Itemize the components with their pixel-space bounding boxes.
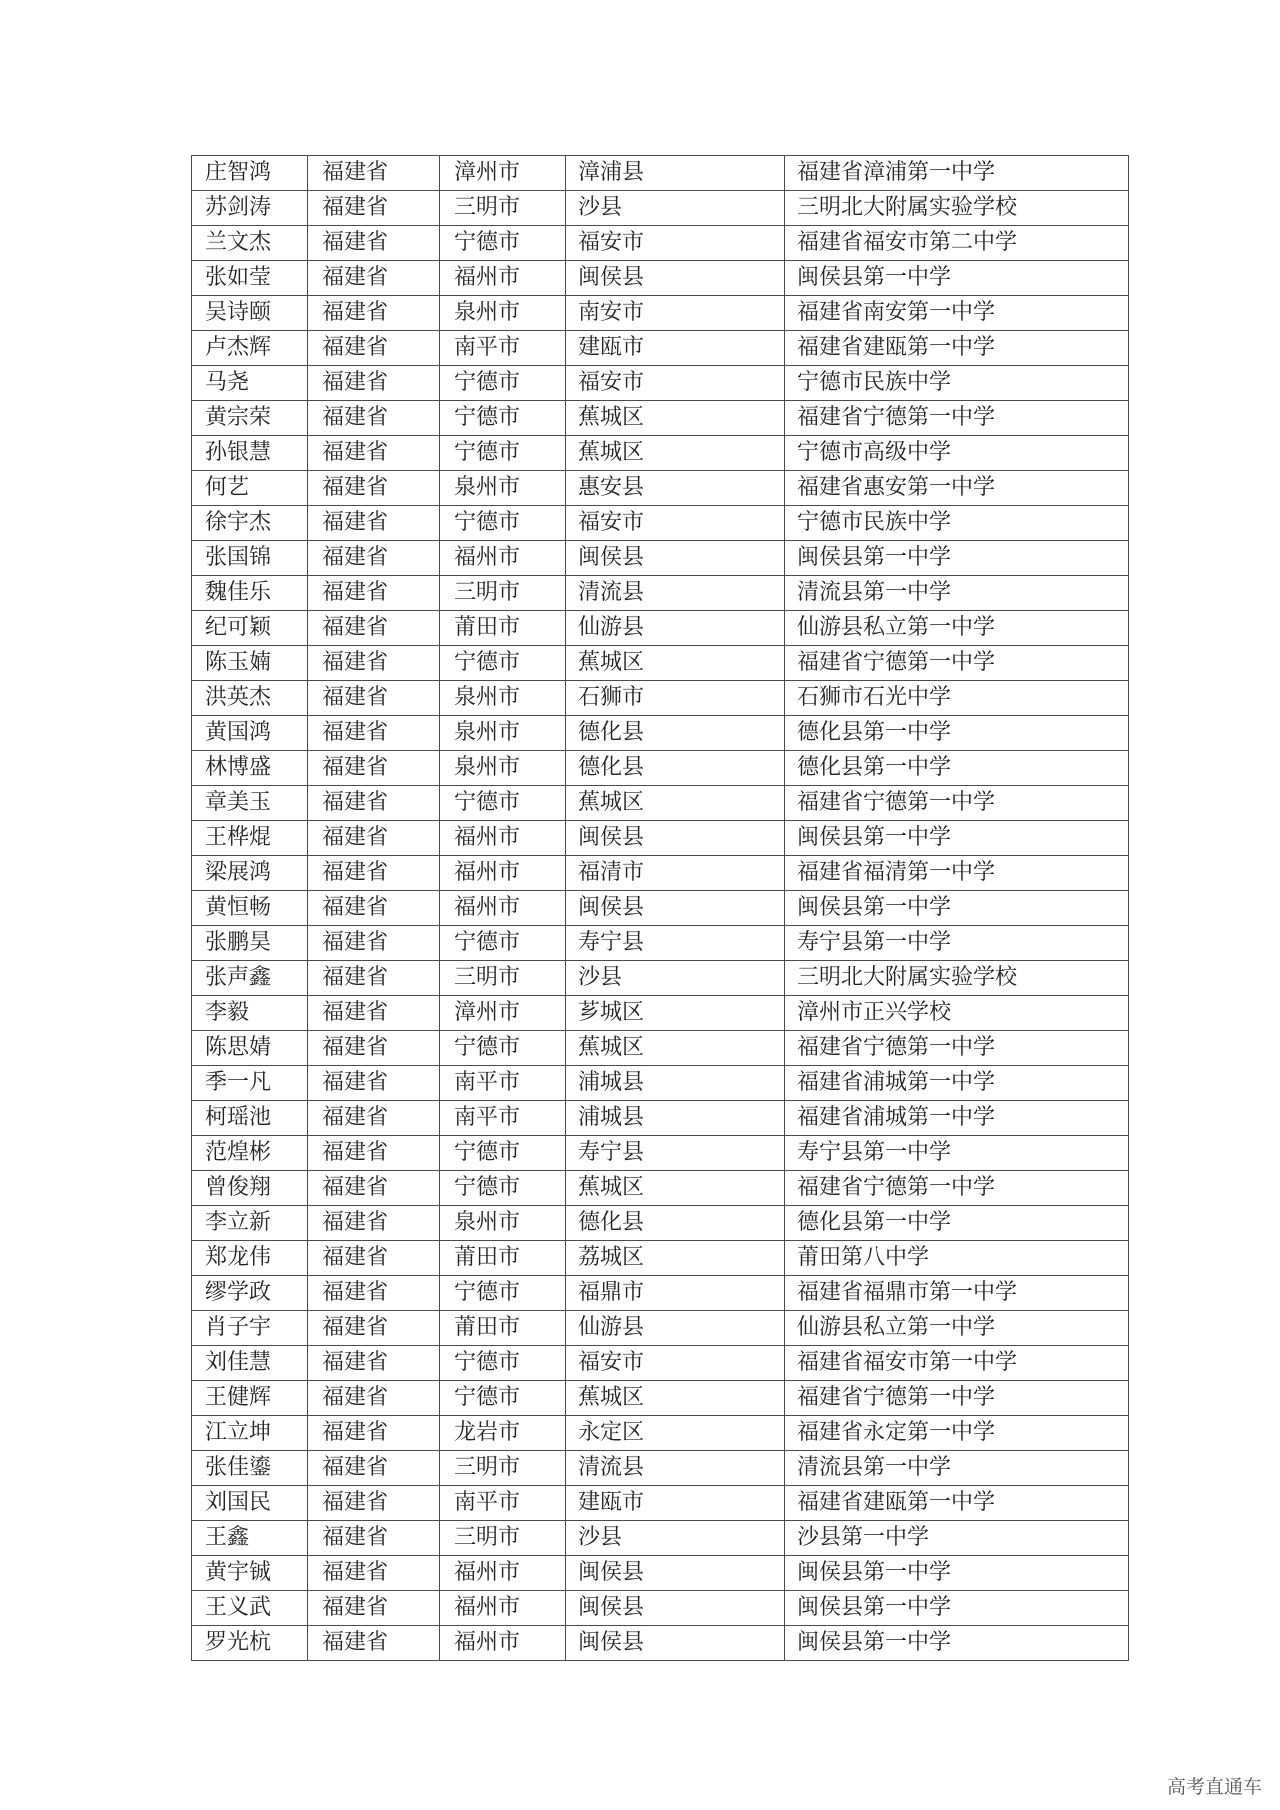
city-cell: 宁德市 [440, 1346, 566, 1381]
student-roster-table [191, 155, 1129, 1661]
city-cell: 泉州市 [440, 751, 566, 786]
city-cell: 漳州市 [440, 996, 566, 1031]
table-row [192, 261, 1129, 296]
student-name-cell: 魏佳乐 [192, 576, 308, 611]
table-row [192, 786, 1129, 821]
city-cell: 南平市 [440, 1101, 566, 1136]
table-row [192, 296, 1129, 331]
table-row [192, 1521, 1129, 1556]
table-row [192, 541, 1129, 576]
student-name-cell: 曾俊翔 [192, 1171, 308, 1206]
table-row [192, 646, 1129, 681]
school-cell: 福建省惠安第一中学 [785, 471, 1129, 506]
province-cell: 福建省 [308, 856, 440, 891]
county-cell: 蕉城区 [566, 786, 785, 821]
province-cell: 福建省 [308, 1276, 440, 1311]
school-cell: 福建省宁德第一中学 [785, 646, 1129, 681]
table-row [192, 1136, 1129, 1171]
student-name-cell: 江立坤 [192, 1416, 308, 1451]
school-cell: 清流县第一中学 [785, 576, 1129, 611]
school-cell: 清流县第一中学 [785, 1451, 1129, 1486]
school-cell: 福建省福安市第二中学 [785, 226, 1129, 261]
table-row [192, 751, 1129, 786]
student-name-cell: 缪学政 [192, 1276, 308, 1311]
student-name-cell: 章美玉 [192, 786, 308, 821]
student-name-cell: 范煌彬 [192, 1136, 308, 1171]
table-row [192, 471, 1129, 506]
city-cell: 福州市 [440, 261, 566, 296]
city-cell: 莆田市 [440, 611, 566, 646]
table-row [192, 1346, 1129, 1381]
province-cell: 福建省 [308, 296, 440, 331]
student-name-cell: 林博盛 [192, 751, 308, 786]
city-cell: 宁德市 [440, 926, 566, 961]
student-name-cell: 郑龙伟 [192, 1241, 308, 1276]
school-cell: 福建省福安市第一中学 [785, 1346, 1129, 1381]
school-cell: 福建省宁德第一中学 [785, 1031, 1129, 1066]
province-cell: 福建省 [308, 1346, 440, 1381]
student-name-cell: 陈玉婻 [192, 646, 308, 681]
county-cell: 福鼎市 [566, 1276, 785, 1311]
student-name-cell: 张如莹 [192, 261, 308, 296]
province-cell: 福建省 [308, 331, 440, 366]
school-cell: 福建省浦城第一中学 [785, 1066, 1129, 1101]
county-cell: 南安市 [566, 296, 785, 331]
county-cell: 沙县 [566, 191, 785, 226]
table-row [192, 401, 1129, 436]
province-cell: 福建省 [308, 1451, 440, 1486]
school-cell: 三明北大附属实验学校 [785, 191, 1129, 226]
student-name-cell: 肖子宇 [192, 1311, 308, 1346]
student-name-cell: 季一凡 [192, 1066, 308, 1101]
county-cell: 闽侯县 [566, 1591, 785, 1626]
table-row [192, 1031, 1129, 1066]
school-cell: 福建省宁德第一中学 [785, 401, 1129, 436]
county-cell: 清流县 [566, 576, 785, 611]
student-name-cell: 卢杰辉 [192, 331, 308, 366]
county-cell: 德化县 [566, 1206, 785, 1241]
county-cell: 荔城区 [566, 1241, 785, 1276]
school-cell: 仙游县私立第一中学 [785, 611, 1129, 646]
county-cell: 蕉城区 [566, 401, 785, 436]
table-row [192, 1276, 1129, 1311]
student-name-cell: 刘国民 [192, 1486, 308, 1521]
county-cell: 闽侯县 [566, 1626, 785, 1661]
school-cell: 福建省建瓯第一中学 [785, 331, 1129, 366]
county-cell: 清流县 [566, 1451, 785, 1486]
city-cell: 泉州市 [440, 716, 566, 751]
city-cell: 宁德市 [440, 226, 566, 261]
city-cell: 宁德市 [440, 436, 566, 471]
school-cell: 福建省建瓯第一中学 [785, 1486, 1129, 1521]
table-row [192, 1206, 1129, 1241]
province-cell: 福建省 [308, 471, 440, 506]
student-name-cell: 庄智鸿 [192, 156, 308, 191]
student-name-cell: 陈思婧 [192, 1031, 308, 1066]
table-row [192, 506, 1129, 541]
school-cell: 漳州市正兴学校 [785, 996, 1129, 1031]
student-name-cell: 李毅 [192, 996, 308, 1031]
school-cell: 德化县第一中学 [785, 751, 1129, 786]
student-name-cell: 黄宇铖 [192, 1556, 308, 1591]
student-name-cell: 马尧 [192, 366, 308, 401]
county-cell: 寿宁县 [566, 1136, 785, 1171]
city-cell: 泉州市 [440, 471, 566, 506]
province-cell: 福建省 [308, 506, 440, 541]
province-cell: 福建省 [308, 226, 440, 261]
county-cell: 惠安县 [566, 471, 785, 506]
student-name-cell: 罗光杭 [192, 1626, 308, 1661]
city-cell: 南平市 [440, 331, 566, 366]
province-cell: 福建省 [308, 1521, 440, 1556]
county-cell: 蕉城区 [566, 436, 785, 471]
province-cell: 福建省 [308, 1066, 440, 1101]
table-row [192, 156, 1129, 191]
city-cell: 宁德市 [440, 1381, 566, 1416]
city-cell: 福州市 [440, 1626, 566, 1661]
county-cell: 仙游县 [566, 1311, 785, 1346]
county-cell: 芗城区 [566, 996, 785, 1031]
county-cell: 福安市 [566, 366, 785, 401]
school-cell: 福建省福清第一中学 [785, 856, 1129, 891]
province-cell: 福建省 [308, 821, 440, 856]
city-cell: 福州市 [440, 541, 566, 576]
student-name-cell: 徐宇杰 [192, 506, 308, 541]
city-cell: 福州市 [440, 891, 566, 926]
table-row [192, 1591, 1129, 1626]
province-cell: 福建省 [308, 716, 440, 751]
school-cell: 沙县第一中学 [785, 1521, 1129, 1556]
county-cell: 德化县 [566, 716, 785, 751]
student-name-cell: 张国锦 [192, 541, 308, 576]
table-row [192, 1416, 1129, 1451]
city-cell: 福州市 [440, 1556, 566, 1591]
school-cell: 德化县第一中学 [785, 1206, 1129, 1241]
table-row [192, 681, 1129, 716]
school-cell: 宁德市民族中学 [785, 506, 1129, 541]
city-cell: 宁德市 [440, 506, 566, 541]
county-cell: 寿宁县 [566, 926, 785, 961]
province-cell: 福建省 [308, 156, 440, 191]
student-name-cell: 黄恒畅 [192, 891, 308, 926]
province-cell: 福建省 [308, 401, 440, 436]
table-row [192, 1451, 1129, 1486]
watermark-text: 高考直通车 [1166, 1776, 1262, 1798]
county-cell: 沙县 [566, 1521, 785, 1556]
county-cell: 沙县 [566, 961, 785, 996]
student-name-cell: 纪可颖 [192, 611, 308, 646]
province-cell: 福建省 [308, 191, 440, 226]
school-cell: 宁德市民族中学 [785, 366, 1129, 401]
city-cell: 宁德市 [440, 646, 566, 681]
county-cell: 浦城县 [566, 1066, 785, 1101]
student-name-cell: 王桦焜 [192, 821, 308, 856]
province-cell: 福建省 [308, 1381, 440, 1416]
student-name-cell: 张佳鎏 [192, 1451, 308, 1486]
table-row [192, 891, 1129, 926]
county-cell: 福安市 [566, 1346, 785, 1381]
city-cell: 宁德市 [440, 366, 566, 401]
school-cell: 宁德市高级中学 [785, 436, 1129, 471]
student-name-cell: 王鑫 [192, 1521, 308, 1556]
student-name-cell: 王健辉 [192, 1381, 308, 1416]
city-cell: 宁德市 [440, 1031, 566, 1066]
county-cell: 闽侯县 [566, 1556, 785, 1591]
table-row [192, 1381, 1129, 1416]
school-cell: 福建省漳浦第一中学 [785, 156, 1129, 191]
school-cell: 福建省浦城第一中学 [785, 1101, 1129, 1136]
county-cell: 永定区 [566, 1416, 785, 1451]
table-row [192, 1311, 1129, 1346]
table-row [192, 611, 1129, 646]
province-cell: 福建省 [308, 1031, 440, 1066]
school-cell: 福建省福鼎市第一中学 [785, 1276, 1129, 1311]
province-cell: 福建省 [308, 576, 440, 611]
county-cell: 建瓯市 [566, 331, 785, 366]
table-row [192, 366, 1129, 401]
city-cell: 宁德市 [440, 1171, 566, 1206]
province-cell: 福建省 [308, 1591, 440, 1626]
city-cell: 三明市 [440, 576, 566, 611]
school-cell: 福建省宁德第一中学 [785, 1381, 1129, 1416]
city-cell: 龙岩市 [440, 1416, 566, 1451]
student-name-cell: 苏剑涛 [192, 191, 308, 226]
table-row [192, 331, 1129, 366]
province-cell: 福建省 [308, 681, 440, 716]
school-cell: 德化县第一中学 [785, 716, 1129, 751]
province-cell: 福建省 [308, 436, 440, 471]
province-cell: 福建省 [308, 1136, 440, 1171]
student-name-cell: 梁展鸿 [192, 856, 308, 891]
province-cell: 福建省 [308, 1626, 440, 1661]
county-cell: 浦城县 [566, 1101, 785, 1136]
school-cell: 闽侯县第一中学 [785, 1556, 1129, 1591]
county-cell: 蕉城区 [566, 1031, 785, 1066]
province-cell: 福建省 [308, 366, 440, 401]
county-cell: 闽侯县 [566, 891, 785, 926]
county-cell: 福清市 [566, 856, 785, 891]
student-name-cell: 何艺 [192, 471, 308, 506]
school-cell: 福建省宁德第一中学 [785, 786, 1129, 821]
student-name-cell: 黄宗荣 [192, 401, 308, 436]
student-name-cell: 兰文杰 [192, 226, 308, 261]
province-cell: 福建省 [308, 786, 440, 821]
school-cell: 福建省宁德第一中学 [785, 1171, 1129, 1206]
table-row [192, 1066, 1129, 1101]
province-cell: 福建省 [308, 1556, 440, 1591]
city-cell: 南平市 [440, 1486, 566, 1521]
city-cell: 三明市 [440, 1521, 566, 1556]
city-cell: 宁德市 [440, 786, 566, 821]
city-cell: 泉州市 [440, 296, 566, 331]
county-cell: 蕉城区 [566, 1381, 785, 1416]
province-cell: 福建省 [308, 541, 440, 576]
city-cell: 南平市 [440, 1066, 566, 1101]
table-row [192, 961, 1129, 996]
county-cell: 石狮市 [566, 681, 785, 716]
table-row [192, 1556, 1129, 1591]
city-cell: 泉州市 [440, 681, 566, 716]
table-row [192, 436, 1129, 471]
table-row [192, 856, 1129, 891]
school-cell: 寿宁县第一中学 [785, 926, 1129, 961]
county-cell: 闽侯县 [566, 541, 785, 576]
county-cell: 德化县 [566, 751, 785, 786]
student-name-cell: 王义武 [192, 1591, 308, 1626]
student-name-cell: 黄国鸿 [192, 716, 308, 751]
county-cell: 蕉城区 [566, 646, 785, 681]
province-cell: 福建省 [308, 751, 440, 786]
city-cell: 莆田市 [440, 1311, 566, 1346]
school-cell: 闽侯县第一中学 [785, 891, 1129, 926]
province-cell: 福建省 [308, 891, 440, 926]
school-cell: 福建省南安第一中学 [785, 296, 1129, 331]
school-cell: 闽侯县第一中学 [785, 541, 1129, 576]
province-cell: 福建省 [308, 1171, 440, 1206]
student-name-cell: 张声鑫 [192, 961, 308, 996]
school-cell: 莆田第八中学 [785, 1241, 1129, 1276]
province-cell: 福建省 [308, 1101, 440, 1136]
county-cell: 蕉城区 [566, 1171, 785, 1206]
province-cell: 福建省 [308, 961, 440, 996]
table-row [192, 996, 1129, 1031]
table-row [192, 1486, 1129, 1521]
student-name-cell: 张鹏昊 [192, 926, 308, 961]
province-cell: 福建省 [308, 1206, 440, 1241]
city-cell: 福州市 [440, 856, 566, 891]
city-cell: 宁德市 [440, 401, 566, 436]
province-cell: 福建省 [308, 261, 440, 296]
school-cell: 闽侯县第一中学 [785, 261, 1129, 296]
city-cell: 三明市 [440, 191, 566, 226]
city-cell: 漳州市 [440, 156, 566, 191]
table-row [192, 226, 1129, 261]
city-cell: 三明市 [440, 1451, 566, 1486]
county-cell: 闽侯县 [566, 821, 785, 856]
student-name-cell: 刘佳慧 [192, 1346, 308, 1381]
county-cell: 漳浦县 [566, 156, 785, 191]
school-cell: 三明北大附属实验学校 [785, 961, 1129, 996]
city-cell: 莆田市 [440, 1241, 566, 1276]
table-row [192, 1626, 1129, 1661]
county-cell: 建瓯市 [566, 1486, 785, 1521]
city-cell: 福州市 [440, 1591, 566, 1626]
table-row [192, 821, 1129, 856]
province-cell: 福建省 [308, 926, 440, 961]
student-name-cell: 柯瑶池 [192, 1101, 308, 1136]
county-cell: 福安市 [566, 506, 785, 541]
student-name-cell: 洪英杰 [192, 681, 308, 716]
student-name-cell: 李立新 [192, 1206, 308, 1241]
province-cell: 福建省 [308, 646, 440, 681]
province-cell: 福建省 [308, 1416, 440, 1451]
province-cell: 福建省 [308, 996, 440, 1031]
table-row [192, 1241, 1129, 1276]
county-cell: 仙游县 [566, 611, 785, 646]
city-cell: 泉州市 [440, 1206, 566, 1241]
table-row [192, 1101, 1129, 1136]
table-row [192, 926, 1129, 961]
province-cell: 福建省 [308, 611, 440, 646]
school-cell: 闽侯县第一中学 [785, 1626, 1129, 1661]
table-row [192, 576, 1129, 611]
student-name-cell: 孙银慧 [192, 436, 308, 471]
table-row [192, 1171, 1129, 1206]
city-cell: 福州市 [440, 821, 566, 856]
city-cell: 宁德市 [440, 1136, 566, 1171]
student-name-cell: 吴诗颐 [192, 296, 308, 331]
county-cell: 闽侯县 [566, 261, 785, 296]
school-cell: 石狮市石光中学 [785, 681, 1129, 716]
province-cell: 福建省 [308, 1241, 440, 1276]
city-cell: 三明市 [440, 961, 566, 996]
school-cell: 闽侯县第一中学 [785, 1591, 1129, 1626]
province-cell: 福建省 [308, 1486, 440, 1521]
school-cell: 仙游县私立第一中学 [785, 1311, 1129, 1346]
school-cell: 福建省永定第一中学 [785, 1416, 1129, 1451]
school-cell: 寿宁县第一中学 [785, 1136, 1129, 1171]
table-row [192, 191, 1129, 226]
city-cell: 宁德市 [440, 1276, 566, 1311]
province-cell: 福建省 [308, 1311, 440, 1346]
school-cell: 闽侯县第一中学 [785, 821, 1129, 856]
county-cell: 福安市 [566, 226, 785, 261]
table-row [192, 716, 1129, 751]
roster-body [192, 156, 1129, 1661]
